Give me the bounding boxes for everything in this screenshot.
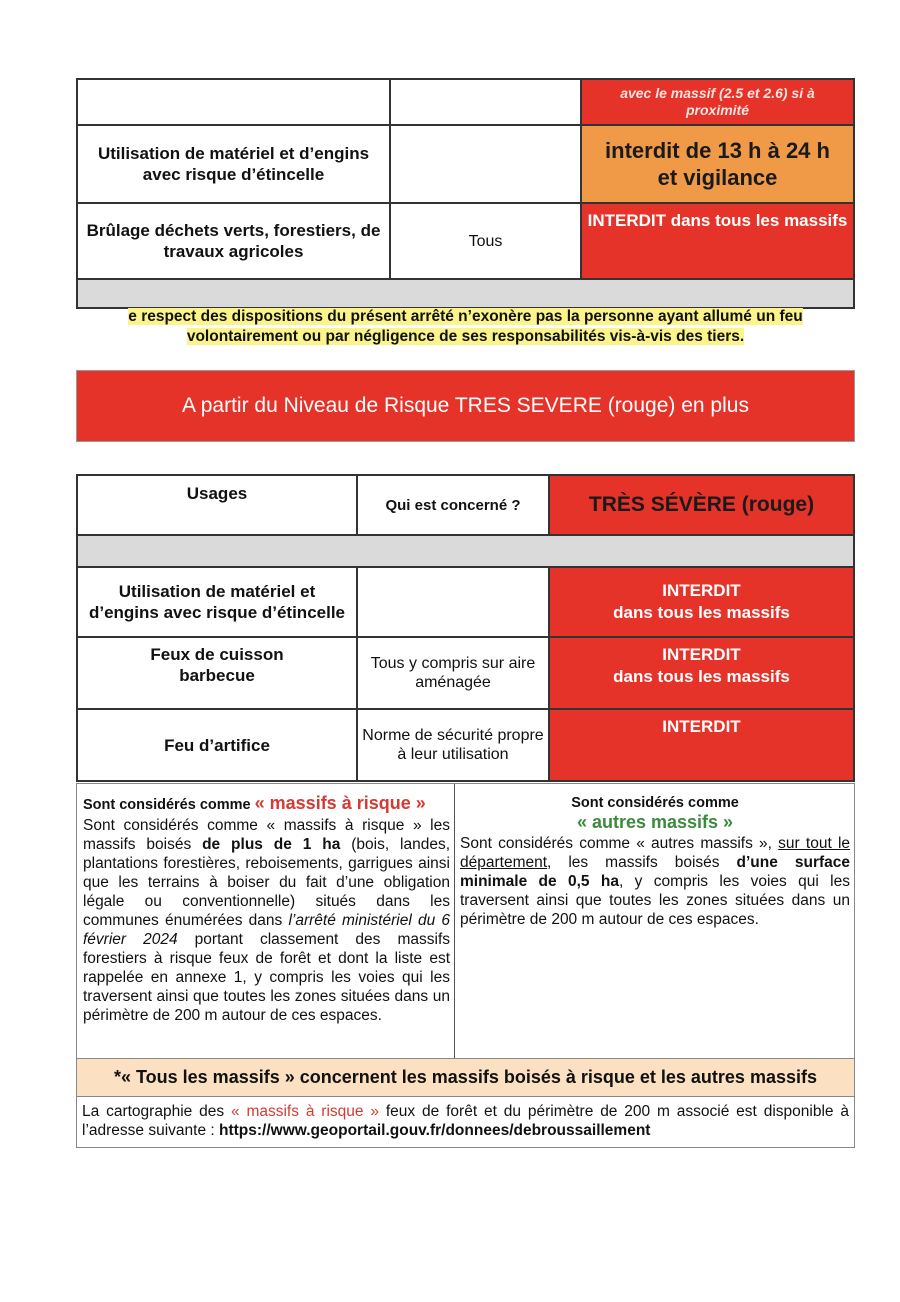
banner-text: A partir du Niveau de Risque TRES SEVERE (rouge) en plus: [182, 394, 749, 417]
underlined-text: sur tout le département: [460, 835, 851, 871]
tres-severe-table: [76, 474, 855, 782]
table-row: [77, 709, 854, 781]
table-header-row: [77, 475, 854, 535]
risk-title-prefix: Sont considérés comme: [83, 797, 255, 813]
table-row: [77, 79, 854, 125]
level-cell: [549, 567, 854, 637]
usage-cell: Utilisation de matériel et d’engins avec risque d’étincelle: [77, 125, 390, 203]
text: , les massifs boisés: [547, 854, 737, 871]
text: La cartographie des: [82, 1103, 231, 1120]
level-line-2: dans tous les massifs: [613, 603, 790, 622]
table-row: [77, 203, 854, 279]
level-line-1: INTERDIT: [662, 645, 741, 664]
text: (bois, landes, plantations forestières, reboisements, garrigues ainsi que les terrains à boiser du fait d’une obligation légale ou conventionnelle) situés dans les communes énumérées dans: [83, 836, 450, 929]
header-who: Qui est concerné ?: [357, 475, 549, 535]
other-paragraph: [460, 834, 850, 929]
level-cell: INTERDIT dans tous les massifs: [581, 203, 854, 279]
level-cell: interdit de 13 h à 24 h et vigilance: [581, 125, 854, 203]
definitions-row: [77, 784, 854, 1058]
table-row: [77, 637, 854, 709]
other-title-quote: « autres massifs »: [576, 812, 734, 832]
red-quote: « massifs à risque »: [230, 1103, 380, 1120]
bold-text: de plus de 1 ha: [202, 836, 341, 853]
header-usages: Usages: [77, 475, 357, 535]
who-cell: [390, 79, 581, 125]
level-line-1: INTERDIT: [662, 581, 741, 600]
who-cell: [357, 567, 549, 637]
usage-cell: Brûlage déchets verts, forestiers, de travaux agricoles: [77, 203, 390, 279]
severity-banner: [76, 370, 855, 442]
all-massifs-footnote: *« Tous les massifs » concernent les massifs boisés à risque et les autres massifs: [77, 1058, 854, 1097]
usage-cell: [77, 79, 390, 125]
separator-row: [77, 535, 854, 567]
usage-cell: [77, 637, 357, 709]
geoportail-link[interactable]: https://www.geoportail.gouv.fr/donnees/debroussaillement: [219, 1122, 651, 1139]
level-cell: [581, 79, 854, 125]
separator-row: [77, 279, 854, 308]
table-row: [77, 125, 854, 203]
responsibility-note: [76, 307, 855, 347]
grey-separator: [77, 535, 854, 567]
text: feux de forêt et du périmètre de 200 m associé est disponible à l’adresse suivante :: [82, 1103, 849, 1139]
risk-title: [83, 794, 450, 815]
usage-line-1: Feux de cuisson: [150, 645, 284, 664]
text: portant classement des massifs forestiers à risque feux de forêt et dont la liste est rappelée en annexe 1, y compris les voies qui les traversent ainsi que toutes les zones situées dans un périmètre de 200 m autour de ces espaces.: [83, 931, 450, 1024]
level-cell: [549, 709, 854, 781]
usage-cell: Feu d’artifice: [77, 709, 357, 781]
risk-paragraph: [83, 816, 450, 1025]
risk-table-continued: [76, 78, 855, 309]
who-cell: Tous y compris sur aire aménagée: [357, 637, 549, 709]
who-cell: [390, 125, 581, 203]
risk-title-quote: « massifs à risque »: [254, 793, 426, 813]
level-cell: [549, 637, 854, 709]
italic-text: l’arrêté ministériel du 6 février 2024: [83, 912, 450, 948]
note-line-1: e respect des dispositions du présent arrêté n’exonère pas la personne ayant allumé un feu: [128, 308, 803, 325]
note-line-2: volontairement ou par négligence de ses responsabilités vis-à-vis des tiers.: [186, 328, 745, 345]
who-cell: Norme de sécurité propre à leur utilisation: [357, 709, 549, 781]
who-cell: Tous: [390, 203, 581, 279]
text: Sont considérés comme « autres massifs »,: [460, 835, 779, 852]
other-title-prefix: Sont considérés comme: [571, 795, 739, 811]
text: Sont considérés comme « massifs à risque » les massifs boisés: [83, 817, 450, 853]
header-level: TRÈS SÉVÈRE (rouge): [549, 475, 854, 535]
risk-massifs-definition: [77, 784, 455, 1058]
other-massifs-definition: [455, 784, 854, 1058]
bold-text: d’une surface minimale de 0,5 ha: [460, 854, 850, 890]
text: , y compris les voies qui les traversent ainsi que toutes les zones situées dans un périmètre de 200 m autour de ces espaces.: [460, 873, 850, 928]
table-row: [77, 567, 854, 637]
level-line-1: INTERDIT: [662, 717, 741, 736]
level-line-2: dans tous les massifs: [613, 667, 790, 686]
cartography-note: [77, 1097, 854, 1147]
level-note: avec le massif (2.5 et 2.6) si à proximité: [620, 85, 815, 118]
usage-line-2: barbecue: [179, 666, 255, 685]
grey-separator: [77, 279, 854, 308]
usage-cell: Utilisation de matériel et d’engins avec risque d’étincelle: [77, 567, 357, 637]
definitions-box: [76, 783, 855, 1148]
